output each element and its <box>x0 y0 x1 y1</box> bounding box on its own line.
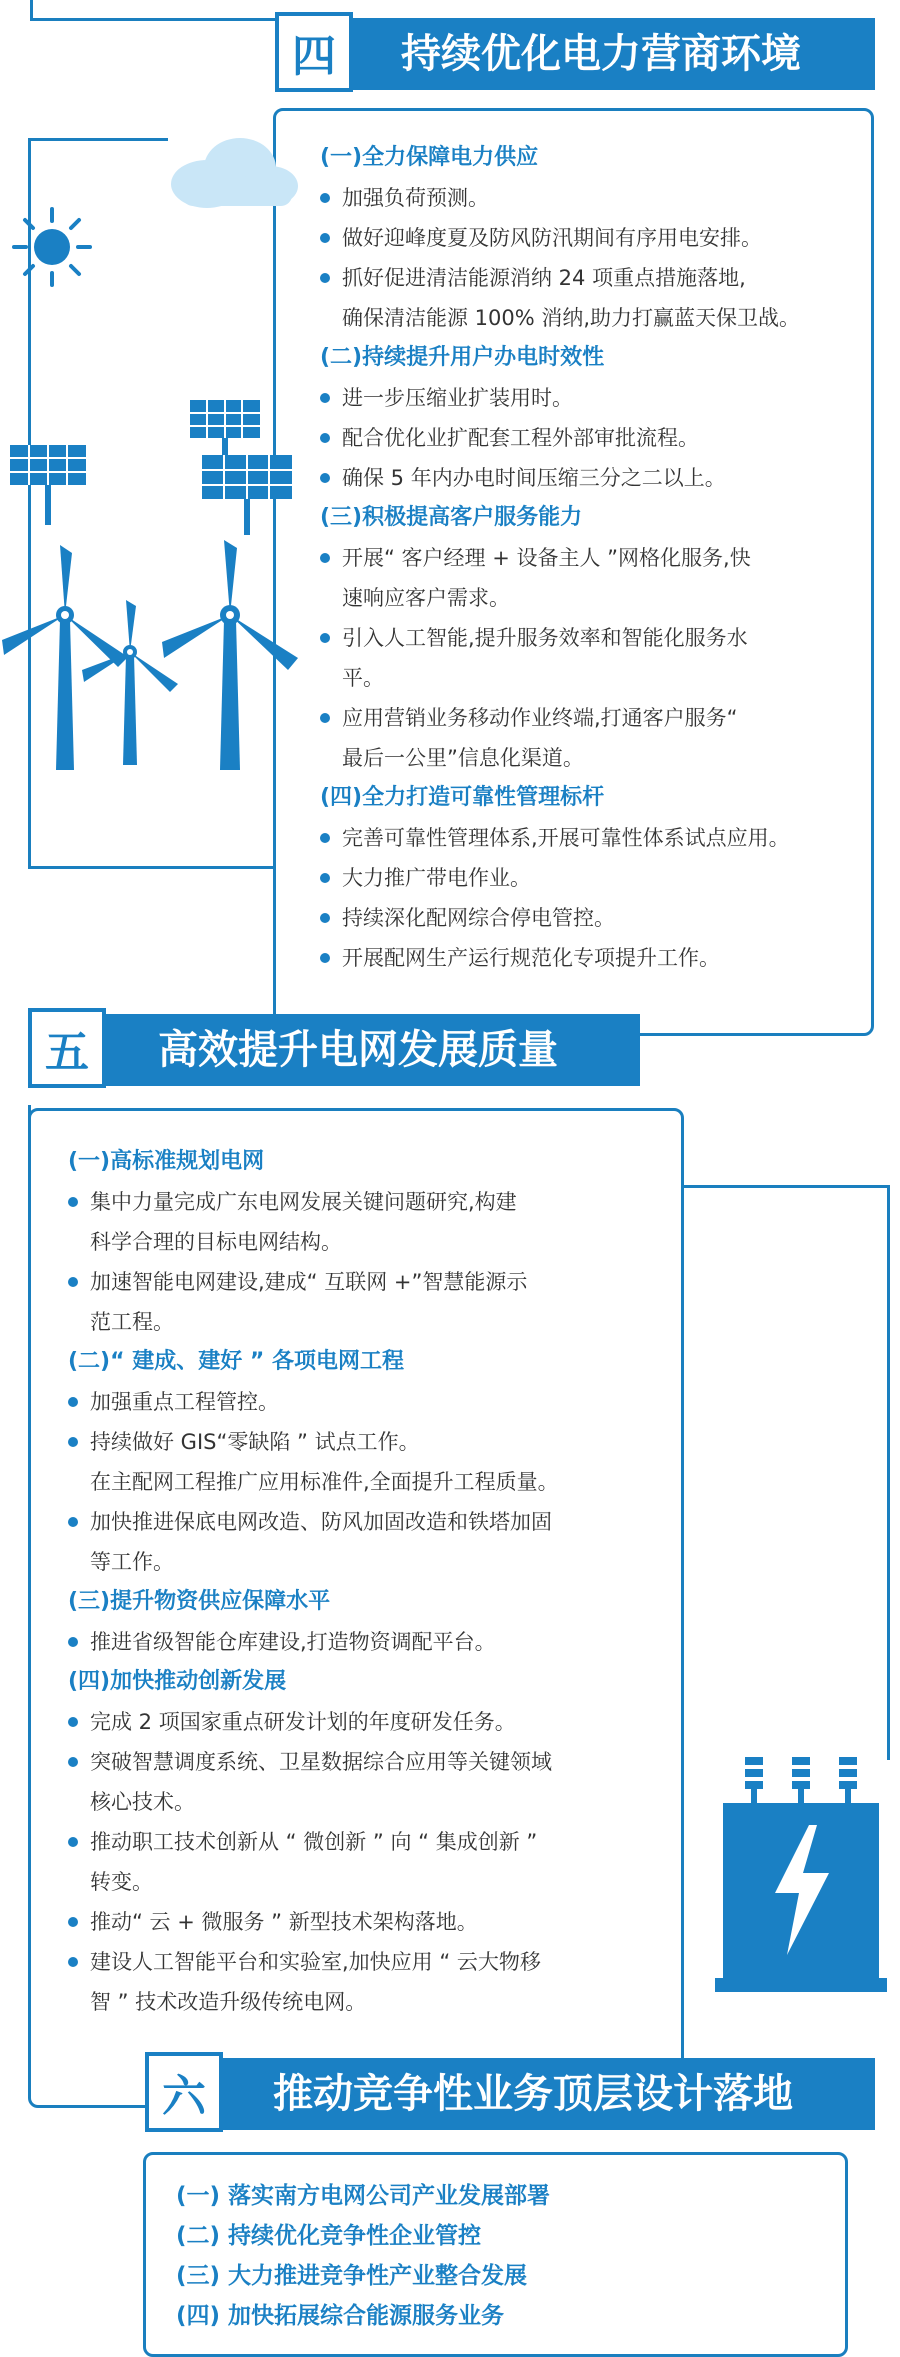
list-item: 加快推进保底电网改造、防风加固改造和铁塔加固 <box>68 1502 559 1542</box>
s4-heading-4: (四)全力打造可靠性管理标杆 <box>320 785 605 810</box>
list-item-continuation: 智 ” 技术改造升级传统电网。 <box>90 1990 367 2014</box>
list-item-continuation: 最后一公里”信息化渠道。 <box>342 746 584 770</box>
list-item: 大力推广带电作业。 <box>320 858 800 898</box>
list-item-continuation: 在主配网工程推广应用标准件,全面提升工程质量。 <box>90 1470 559 1494</box>
list-item: (三) 大力推进竞争性产业整合发展 <box>176 2263 528 2289</box>
section-5-title: 高效提升电网发展质量 <box>158 1027 558 1073</box>
list-item: 引入人工智能,提升服务效率和智能化服务水 <box>320 618 800 658</box>
s4-heading-1: (一)全力保障电力供应 <box>320 145 539 170</box>
list-item: 开展“ 客户经理 + 设备主人 ”网格化服务,快 <box>320 538 800 578</box>
top-connector-line <box>30 0 33 20</box>
list-item: 加强重点工程管控。 <box>68 1382 559 1422</box>
list-item: 推动“ 云 + 微服务 ” 新型技术架构落地。 <box>68 1902 559 1942</box>
list-item: 推动职工技术创新从 “ 微创新 ” 向 “ 集成创新 ” <box>68 1822 559 1862</box>
s4-heading-3: (三)积极提高客户服务能力 <box>320 505 583 530</box>
list-item: 抓好促进清洁能源消纳 24 项重点措施落地, <box>320 258 800 298</box>
right-frame-line-5 <box>680 1185 890 1188</box>
list-item: 建设人工智能平台和实验室,加快应用 “ 云大物移 <box>68 1942 559 1982</box>
list-item: 加速智能电网建设,建成“ 互联网 +”智慧能源示 <box>68 1262 559 1302</box>
list-item: 开展配网生产运行规范化专项提升工作。 <box>320 938 800 978</box>
list-item: (二) 持续优化竞争性企业管控 <box>176 2223 482 2249</box>
top-connector-line <box>30 18 275 21</box>
section-5-number: 五 <box>45 1027 89 1078</box>
solar-panel-icon <box>10 445 86 529</box>
list-item-continuation: 等工作。 <box>90 1550 174 1574</box>
s5-heading-1: (一)高标准规划电网 <box>68 1149 265 1174</box>
list-item: 持续深化配网综合停电管控。 <box>320 898 800 938</box>
right-frame-line-5 <box>887 1185 890 1760</box>
list-item: 完善可靠性管理体系,开展可靠性体系试点应用。 <box>320 818 800 858</box>
s5-heading-3: (三)提升物资供应保障水平 <box>68 1589 331 1614</box>
list-item: 集中力量完成广东电网发展关键问题研究,构建 <box>68 1182 559 1222</box>
left-frame-line-4 <box>28 866 273 869</box>
list-item-continuation: 科学合理的目标电网结构。 <box>90 1230 342 1254</box>
cloud-icon <box>162 132 302 216</box>
section-6-content <box>176 2176 550 2336</box>
s4-heading-2: (二)持续提升用户办电时效性 <box>320 345 605 370</box>
list-item-continuation: 速响应客户需求。 <box>342 586 510 610</box>
list-item: 确保 5 年内办电时间压缩三分之二以上。 <box>320 458 800 498</box>
list-item-continuation: 转变。 <box>90 1870 153 1894</box>
section-6-number: 六 <box>162 2071 206 2122</box>
sun-icon <box>10 205 94 293</box>
list-item-continuation: 平。 <box>342 666 384 690</box>
list-item: 做好迎峰度夏及防风防汛期间有序用电安排。 <box>320 218 800 258</box>
s5-heading-4: (四)加快推动创新发展 <box>68 1669 287 1694</box>
s5-heading-2: (二)“ 建成、建好 ” 各项电网工程 <box>68 1349 405 1374</box>
section-5-content <box>68 1142 559 2022</box>
transformer-icon <box>715 1755 887 2004</box>
list-item-continuation: 范工程。 <box>90 1310 174 1334</box>
section-4-number-badge <box>275 12 353 92</box>
left-frame-line-4 <box>28 138 168 141</box>
section-5-header <box>28 1014 640 1086</box>
section-4-content <box>320 138 800 978</box>
list-item-continuation: 确保清洁能源 100% 消纳,助力打赢蓝天保卫战。 <box>342 306 801 330</box>
section-4-number: 四 <box>292 31 336 82</box>
section-5-number-badge <box>28 1008 106 1088</box>
list-item: 配合优化业扩配套工程外部审批流程。 <box>320 418 800 458</box>
wind-turbine-icon <box>160 540 300 779</box>
solar-panel-icon <box>190 400 260 462</box>
list-item: 持续做好 GIS“零缺陷 ” 试点工作。 <box>68 1422 559 1462</box>
section-4-header <box>275 18 875 90</box>
section-6-header <box>145 2058 875 2130</box>
list-item: 推进省级智能仓库建设,打造物资调配平台。 <box>68 1622 559 1662</box>
list-item: (四) 加快拓展综合能源服务业务 <box>176 2303 505 2329</box>
list-item: 进一步压缩业扩装用时。 <box>320 378 800 418</box>
list-item: 完成 2 项国家重点研发计划的年度研发任务。 <box>68 1702 559 1742</box>
section-4-title: 持续优化电力营商环境 <box>401 31 801 77</box>
section-6-number-badge <box>145 2052 223 2132</box>
list-item: 突破智慧调度系统、卫星数据综合应用等关键领域 <box>68 1742 559 1782</box>
list-item: 加强负荷预测。 <box>320 178 800 218</box>
list-item-continuation: 核心技术。 <box>90 1790 195 1814</box>
section-6-title: 推动竞争性业务顶层设计落地 <box>273 2071 793 2117</box>
list-item: 应用营销业务移动作业终端,打通客户服务“ <box>320 698 800 738</box>
solar-panel-icon <box>202 455 292 539</box>
list-item: (一) 落实南方电网公司产业发展部署 <box>176 2183 551 2209</box>
